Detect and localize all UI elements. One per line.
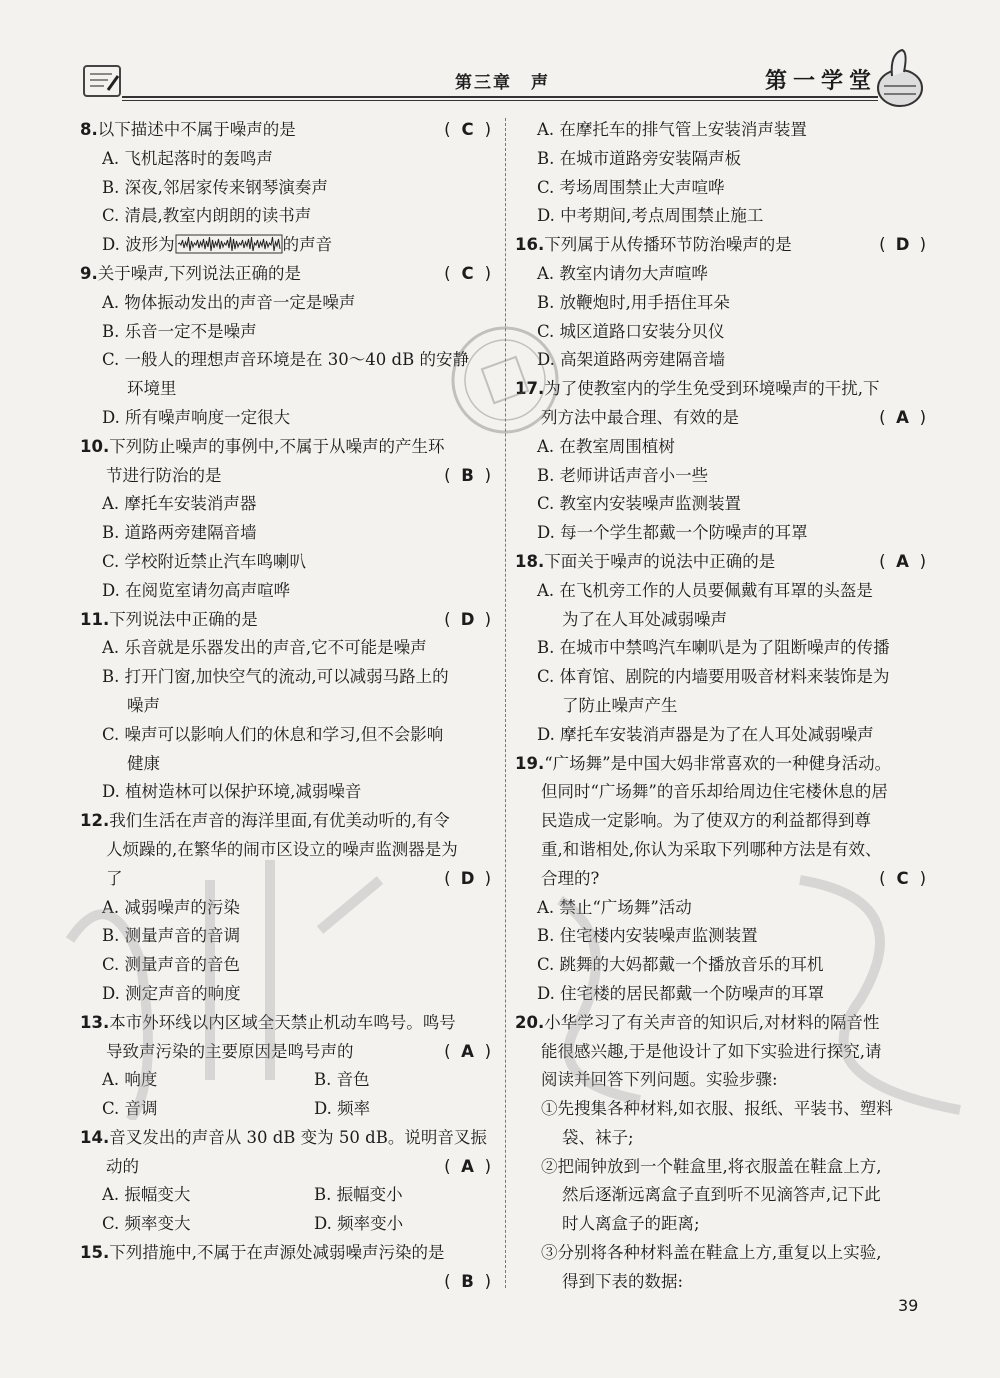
text-line [515, 1124, 930, 1153]
question-text: 人烦躁的,在繁华的闹市区设立的噪声监测器是为 [106, 839, 458, 859]
option-text: C. 清晨,教室内朗朗的读书声 [102, 206, 312, 226]
option-text: A. 物体振动发出的声音一定是噪声 [102, 292, 356, 312]
option-text: B. 振幅变小 [314, 1185, 403, 1205]
question-number: 14. [80, 1127, 110, 1147]
option-text: 了防止噪声产生 [562, 695, 678, 715]
option-text: 环境里 [127, 379, 177, 399]
answer-bracket: ( B ) [444, 1268, 491, 1297]
thumbs-up-icon [870, 46, 930, 108]
option-text: 时人离盒子的距离; [562, 1214, 700, 1234]
text-line [515, 778, 930, 807]
question-text: 为了使教室内的学生免受到环境噪声的干扰,下 [544, 379, 880, 399]
question-text: 我们生活在声音的海洋里面,有优美动听的,有令 [109, 811, 450, 831]
answer-bracket: ( C ) [879, 865, 926, 894]
answer-letter: A [896, 551, 909, 571]
question-line [80, 260, 495, 289]
question-text: 下列说法中正确的是 [109, 609, 258, 629]
question-text: 下列防止噪声的事例中,不属于从噪声的产生环 [109, 436, 445, 456]
answer-bracket: ( C ) [444, 116, 491, 145]
question-text: 下列措施中,不属于在声源处减弱噪声污染的是 [109, 1243, 445, 1263]
option-line [515, 663, 930, 692]
option-text: B. 住宅楼内安装噪声监测装置 [537, 926, 758, 946]
answer-letter: A [461, 1041, 474, 1061]
option-line [80, 778, 495, 807]
option-text: B. 老师讲话声音小一些 [537, 465, 709, 485]
question-text: 关于噪声,下列说法正确的是 [97, 263, 301, 283]
option-line [80, 404, 495, 433]
option-line [515, 289, 930, 318]
option-text: B. 音色 [314, 1070, 370, 1090]
question-text: 以下描述中不属于噪声的是 [97, 120, 296, 139]
question-number: 15. [80, 1243, 110, 1263]
page-header [70, 58, 940, 108]
option-text: 健康 [127, 753, 160, 773]
option-text: A. 在飞机旁工作的人员要佩戴有耳罩的头盔是 [537, 580, 873, 600]
text-line [515, 1210, 930, 1239]
option-text: D. 测定声音的响度 [102, 983, 241, 1003]
notebook-icon [78, 60, 128, 104]
option-text: C. 测量声音的音色 [102, 955, 241, 975]
question-line [80, 1124, 495, 1153]
option-text: D. 植树造林可以保护环境,减弱噪音 [102, 782, 362, 802]
question-line [80, 433, 495, 462]
answer-bracket: ( C ) [444, 260, 491, 289]
option-line [80, 490, 495, 519]
option-text: D. 摩托车安装消声器是为了在人耳处减弱噪声 [537, 724, 874, 744]
option-text: D. 在阅览室请勿高声喧哗 [102, 580, 291, 600]
answer-letter: B [461, 1271, 474, 1291]
text-line [80, 462, 495, 491]
answer-bracket: ( A ) [444, 1153, 491, 1182]
text-line [515, 1153, 930, 1182]
option-line [515, 490, 930, 519]
question-number: 20. [515, 1012, 545, 1032]
option-text: A. 禁止“广场舞”活动 [537, 897, 692, 917]
option-text: C. 跳舞的大妈都戴一个播放音乐的耳机 [537, 955, 824, 975]
option-text: B. 道路两旁建隔音墙 [102, 523, 257, 543]
answer-letter: A [896, 407, 909, 427]
text-line [515, 692, 930, 721]
option-line [80, 289, 495, 318]
question-text: ①先搜集各种材料,如衣服、报纸、平装书、塑料 [541, 1099, 893, 1119]
option-text: B. 放鞭炮时,用手捂住耳朵 [537, 292, 730, 312]
option-line [515, 116, 930, 145]
option-line [80, 663, 495, 692]
answer-bracket: ( A ) [879, 404, 926, 433]
option-line [515, 202, 930, 231]
page-number: 39 [898, 1296, 919, 1315]
option-text: C. 教室内安装噪声监测装置 [537, 494, 742, 514]
answer-bracket: ( A ) [444, 1038, 491, 1067]
option-text: D. 高架道路两旁建隔音墙 [537, 350, 726, 370]
question-text: ②把闹钟放到一个鞋盒里,将衣服盖在鞋盒上方, [541, 1156, 882, 1176]
option-text: A. 教室内请勿大声喧哗 [537, 263, 708, 283]
text-line [80, 375, 495, 404]
option-text: A. 在教室周围植树 [537, 436, 675, 456]
option-text: C. 音调 [102, 1099, 158, 1119]
question-text: 民造成一定影响。为了使双方的利益都得到尊 [541, 811, 871, 831]
option-text: A. 减弱噪声的污染 [102, 897, 240, 917]
option-text: A. 摩托车安装消声器 [102, 494, 257, 514]
text-line [80, 692, 495, 721]
option-line [80, 145, 495, 174]
answer-letter: C [896, 868, 909, 888]
question-text: 下面关于噪声的说法中正确的是 [544, 551, 776, 571]
option-text: 噪声 [127, 695, 160, 715]
option-line [80, 721, 495, 750]
option-text: C. 考场周围禁止大声喧哗 [537, 177, 725, 197]
option-text: B. 在城市中禁鸣汽车喇叭是为了阻断噪声的传播 [537, 638, 890, 658]
option-line [80, 1181, 495, 1210]
text-line [515, 606, 930, 635]
brand-title: 第一学堂 [765, 68, 878, 94]
text-line [515, 1239, 930, 1268]
option-line [80, 202, 495, 231]
option-text: 然后逐渐远离盒子直到听不见滴答声,记下此 [562, 1185, 881, 1205]
option-text: C. 频率变大 [102, 1214, 191, 1234]
option-line [80, 231, 495, 260]
answer-bracket: ( A ) [879, 548, 926, 577]
question-text: 小华学习了有关声音的知识后,对材料的隔音性 [544, 1012, 880, 1032]
option-text: B. 深夜,邻居家传来钢琴演奏声 [102, 177, 328, 197]
option-text: D. 波形为 [102, 235, 175, 255]
option-line [80, 519, 495, 548]
question-text: 动的 [106, 1156, 139, 1176]
option-text: D. 中考期间,考点周围禁止施工 [537, 206, 764, 226]
question-line [80, 1239, 495, 1268]
question-text: ③分别将各种材料盖在鞋盒上方,重复以上实验, [541, 1243, 882, 1263]
question-line [515, 231, 930, 260]
option-text: A. 振幅变大 [102, 1185, 191, 1205]
question-text: 列方法中最合理、有效的是 [541, 407, 739, 427]
watermark-brushstrokes [40, 820, 980, 1120]
answer-letter: B [461, 465, 474, 485]
option-text: C. 城区道路口安装分贝仪 [537, 321, 725, 341]
text-line [80, 1153, 495, 1182]
question-number: 11. [80, 609, 110, 629]
option-text: A. 响度 [102, 1070, 158, 1090]
question-text: 重,和谐相处,你认为采取下列哪种方法是有效、 [541, 839, 882, 859]
option-line [515, 634, 930, 663]
question-number: 19. [515, 753, 545, 773]
text-line [515, 1268, 930, 1297]
question-line [515, 750, 930, 779]
question-text: 导致声污染的主要原因是鸣号声的 [106, 1041, 354, 1061]
option-line [515, 433, 930, 462]
answer-bracket: ( B ) [444, 462, 491, 491]
question-number: 17. [515, 379, 545, 399]
question-number: 9. [80, 263, 98, 283]
question-text: “广场舞”是中国大妈非常喜欢的一种健身活动。 [544, 753, 892, 773]
option-text: 为了在人耳处减弱噪声 [562, 609, 727, 629]
option-text: C. 噪声可以影响人们的休息和学习,但不会影响 [102, 724, 444, 744]
option-text: D. 住宅楼的居民都戴一个防噪声的耳罩 [537, 983, 825, 1003]
question-number: 10. [80, 436, 110, 456]
option-line [80, 174, 495, 203]
option-line [515, 260, 930, 289]
option-line [80, 1210, 495, 1239]
option-text: B. 乐音一定不是噪声 [102, 321, 257, 341]
text-line [515, 1181, 930, 1210]
question-text: 节进行防治的是 [106, 465, 222, 485]
option-text: A. 乐音就是乐器发出的声音,它不可能是噪声 [102, 638, 427, 658]
answer-letter: A [461, 1156, 474, 1176]
option-text: B. 打开门窗,加快空气的流动,可以减弱马路上的 [102, 667, 449, 687]
question-text: 但同时“广场舞”的音乐却给周边住宅楼休息的居 [541, 782, 888, 802]
chapter-title: 第三章 声 [455, 73, 550, 93]
question-line [80, 116, 495, 145]
option-text: D. 每一个学生都戴一个防噪声的耳罩 [537, 523, 808, 543]
option-line [80, 634, 495, 663]
question-text: 了 [106, 868, 123, 888]
option-text: B. 在城市道路旁安装隔声板 [537, 148, 742, 168]
option-text: 得到下表的数据: [562, 1271, 684, 1291]
question-number: 12. [80, 811, 110, 831]
answer-letter: D [895, 235, 910, 255]
question-text: 本市外环线以内区域全天禁止机动车鸣号。鸣号 [109, 1012, 456, 1032]
answer-bracket: ( D ) [879, 231, 926, 260]
question-line [515, 548, 930, 577]
option-line [515, 145, 930, 174]
option-line [515, 721, 930, 750]
question-text: 阅读并回答下列问题。实验步骤: [541, 1070, 778, 1090]
question-text: 合理的? [541, 868, 600, 888]
answer-bracket: ( D ) [444, 606, 491, 635]
question-text: 音叉发出的声音从 30 dB 变为 50 dB。说明音叉振 [109, 1127, 487, 1147]
answer-letter: D [460, 609, 475, 629]
option-text: 的声音 [282, 235, 333, 255]
option-line [515, 346, 930, 375]
option-text: C. 学校附近禁止汽车鸣喇叭 [102, 551, 307, 571]
question-number: 16. [515, 235, 545, 255]
text-line [80, 1268, 495, 1297]
text-line [80, 750, 495, 779]
question-number: 8. [80, 120, 98, 139]
header-rule [122, 96, 878, 101]
option-text: B. 测量声音的音调 [102, 926, 241, 946]
option-text: D. 频率变小 [314, 1214, 404, 1234]
option-text: 袋、袜子; [562, 1127, 634, 1147]
option-text: A. 飞机起落时的轰鸣声 [102, 148, 273, 168]
option-text: D. 频率 [314, 1099, 371, 1119]
option-line [80, 548, 495, 577]
answer-letter: D [460, 868, 475, 888]
question-number: 18. [515, 551, 545, 571]
question-text: 下列属于从传播环节防治噪声的是 [544, 235, 792, 255]
question-number: 13. [80, 1012, 110, 1032]
question-text: 能很感兴趣,于是他设计了如下实验进行探究,请 [541, 1041, 882, 1061]
question-line [80, 606, 495, 635]
option-line [515, 462, 930, 491]
option-line [515, 519, 930, 548]
option-text: C. 一般人的理想声音环境是在 30～40 dB 的安静 [102, 350, 469, 370]
option-line [515, 318, 930, 347]
option-text: D. 所有噪声响度一定很大 [102, 407, 291, 427]
question-line [515, 375, 930, 404]
answer-letter: C [461, 263, 474, 283]
option-line [80, 577, 495, 606]
answer-letter: C [461, 120, 474, 139]
option-line [515, 577, 930, 606]
answer-bracket: ( D ) [444, 865, 491, 894]
option-text: C. 体育馆、剧院的内墙要用吸音材料来装饰是为 [537, 667, 890, 687]
waveform-icon [175, 234, 283, 254]
option-line [515, 174, 930, 203]
option-text: A. 在摩托车的排气管上安装消声装置 [537, 120, 807, 139]
